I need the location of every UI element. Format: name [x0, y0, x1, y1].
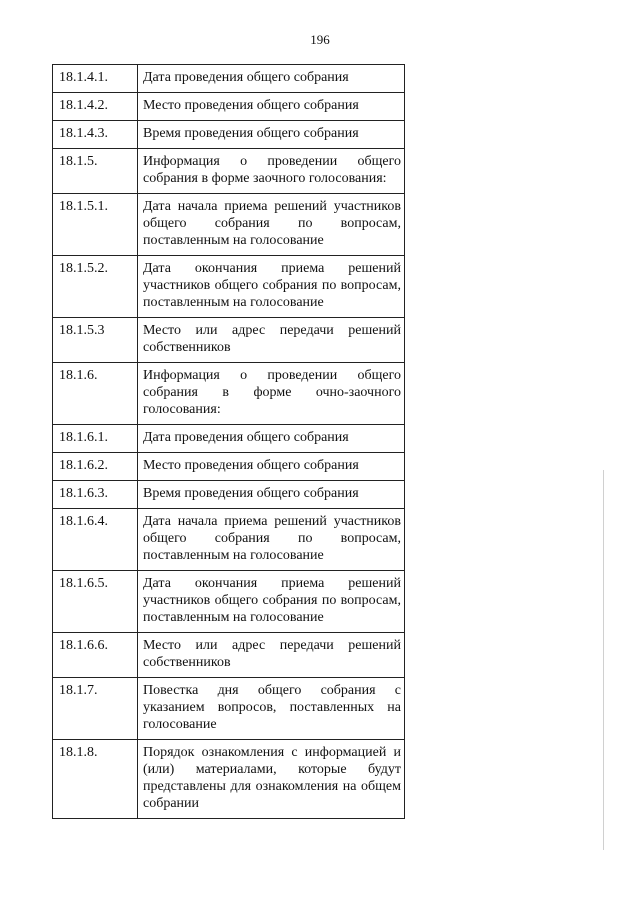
table-row	[53, 65, 405, 93]
row-text: Порядок ознакомления с информацией и (или) материалами, которые будут представлены для ознакомления на общем собрании	[138, 740, 405, 819]
row-text: Время проведения общего собрания	[138, 121, 405, 149]
table-row	[53, 509, 405, 571]
row-number: 18.1.5.1.	[53, 194, 138, 256]
table-row	[53, 425, 405, 453]
table-row	[53, 740, 405, 819]
scan-artifact-line	[603, 470, 604, 850]
row-text: Дата начала приема решений участников общего собрания по вопросам, поставленным на голосование	[138, 194, 405, 256]
row-text: Дата окончания приема решений участников общего собрания по вопросам, поставленным на голосование	[138, 256, 405, 318]
row-number: 18.1.4.1.	[53, 65, 138, 93]
table-row	[53, 318, 405, 363]
row-text: Место проведения общего собрания	[138, 93, 405, 121]
row-text: Повестка дня общего собрания с указанием вопросов, поставленных на голосование	[138, 678, 405, 740]
row-number: 18.1.7.	[53, 678, 138, 740]
row-number: 18.1.8.	[53, 740, 138, 819]
page-number: 196	[310, 32, 330, 47]
table-row	[53, 363, 405, 425]
row-text: Дата начала приема решений участников общего собрания по вопросам, поставленным на голосование	[138, 509, 405, 571]
row-number: 18.1.6.2.	[53, 453, 138, 481]
table-row	[53, 481, 405, 509]
table-row	[53, 633, 405, 678]
row-number: 18.1.5.	[53, 149, 138, 194]
row-number: 18.1.5.2.	[53, 256, 138, 318]
row-number: 18.1.4.3.	[53, 121, 138, 149]
document-table-container	[52, 64, 404, 819]
row-number: 18.1.6.1.	[53, 425, 138, 453]
row-text: Место или адрес передачи решений собственников	[138, 633, 405, 678]
row-text: Информация о проведении общего собрания в форме очно-заочного голосования:	[138, 363, 405, 425]
row-number: 18.1.6.6.	[53, 633, 138, 678]
table-row	[53, 678, 405, 740]
row-number: 18.1.4.2.	[53, 93, 138, 121]
document-table	[52, 64, 405, 819]
row-number: 18.1.6.	[53, 363, 138, 425]
table-row	[53, 194, 405, 256]
row-text: Дата проведения общего собрания	[138, 425, 405, 453]
row-text: Дата окончания приема решений участников общего собрания по вопросам, поставленным на голосование	[138, 571, 405, 633]
row-number: 18.1.5.3	[53, 318, 138, 363]
table-row	[53, 453, 405, 481]
table-row	[53, 256, 405, 318]
row-number: 18.1.6.4.	[53, 509, 138, 571]
row-text: Время проведения общего собрания	[138, 481, 405, 509]
table-row	[53, 149, 405, 194]
table-row	[53, 571, 405, 633]
table-row	[53, 93, 405, 121]
row-text: Место проведения общего собрания	[138, 453, 405, 481]
row-text: Место или адрес передачи решений собственников	[138, 318, 405, 363]
row-text: Дата проведения общего собрания	[138, 65, 405, 93]
row-number: 18.1.6.3.	[53, 481, 138, 509]
row-number: 18.1.6.5.	[53, 571, 138, 633]
row-text: Информация о проведении общего собрания в форме заочного голосования:	[138, 149, 405, 194]
table-row	[53, 121, 405, 149]
